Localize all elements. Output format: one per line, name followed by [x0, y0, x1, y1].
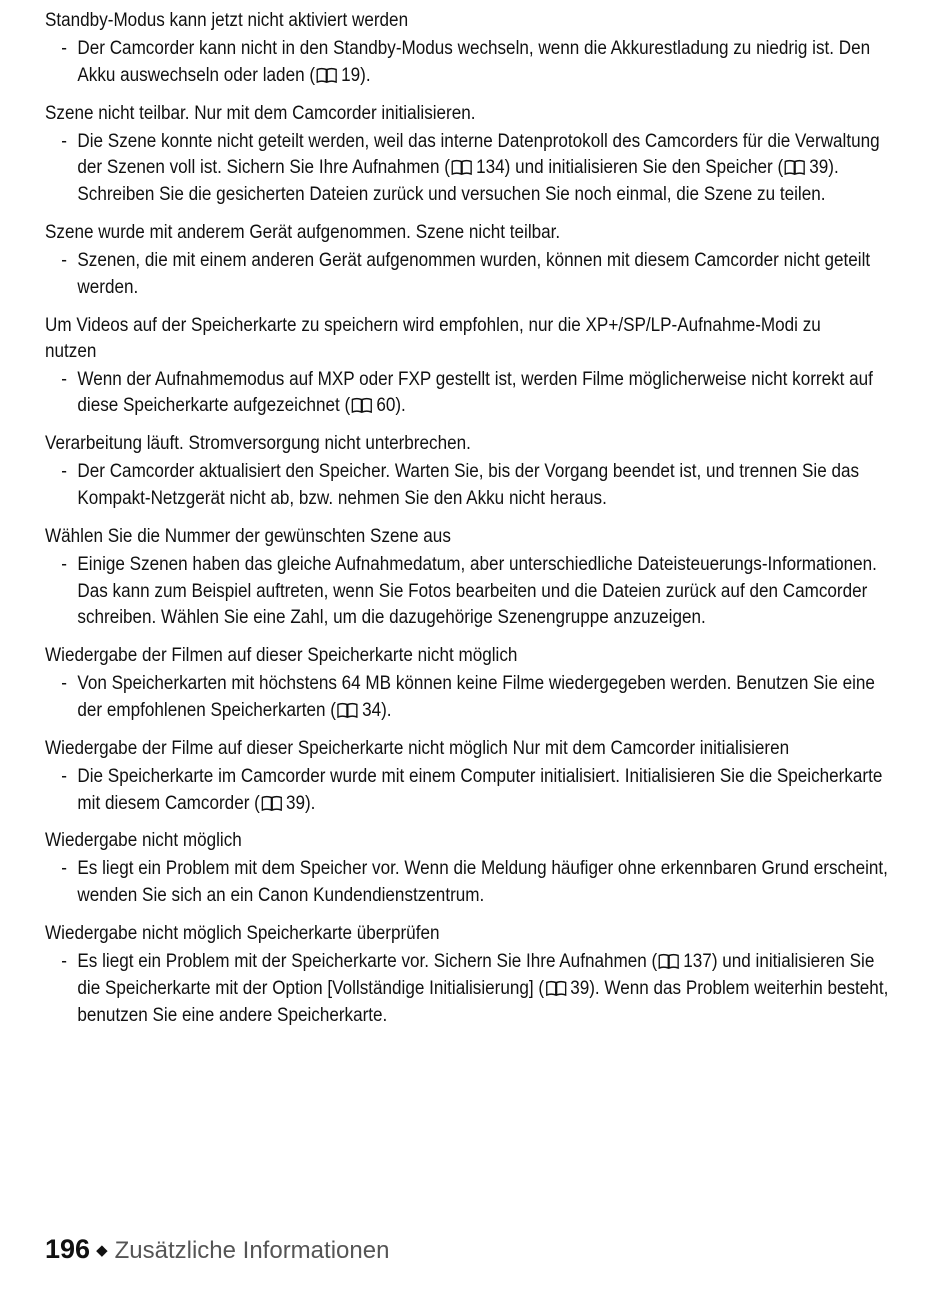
- description-text: ). Schreiben Sie die gesicherten Dateien zurück und versuchen Sie noch einmal, die Szene zu teilen.: [77, 157, 839, 206]
- book-icon: [658, 951, 680, 967]
- message-description: [45, 671, 897, 725]
- message-description: [45, 552, 897, 632]
- description-text: Es liegt ein Problem mit der Speicherkarte vor. Sichern Sie Ihre Aufnahmen (: [77, 950, 658, 972]
- book-icon: [316, 65, 338, 81]
- page-reference: 39: [809, 157, 829, 179]
- message-entry: [45, 431, 865, 513]
- page-reference: 134: [476, 157, 505, 179]
- message-list: [45, 8, 889, 1040]
- description-text: ).: [304, 792, 316, 814]
- description-text: Es liegt ein Problem mit dem Speicher vor. Wenn die Meldung häufiger ohne erkennbaren Grund erscheint, wenden Sie sich an ein Canon Kundendienstzentrum.: [77, 858, 888, 907]
- book-icon: [784, 157, 806, 173]
- page-reference: 34: [362, 699, 382, 721]
- message-entry: [45, 220, 871, 302]
- message-description: [45, 856, 897, 910]
- book-icon: [451, 157, 473, 173]
- list-dash: -: [61, 461, 67, 483]
- message-heading: Wiedergabe der Filmen auf dieser Speicherkarte nicht möglich: [45, 645, 518, 667]
- diamond-separator-icon: ◆: [96, 1242, 108, 1259]
- description-text: ) und initialisieren Sie den Speicher (: [504, 157, 784, 179]
- description-text: ).: [360, 64, 371, 86]
- book-icon: [261, 793, 283, 809]
- list-dash: -: [61, 38, 67, 59]
- section-title: Zusätzliche Informationen: [114, 1237, 390, 1264]
- list-dash: -: [61, 950, 67, 972]
- description-text: Einige Szenen haben das gleiche Aufnahmedatum, aber unterschiedliche Dateisteuerungs-Informationen. Das kann zum Beispiel auftreten, wenn Sie Fotos bearbeiten und die Dateien zurück auf den Camcorder schreiben. Wählen Sie eine Zahl, um die dazugehörige Szenengruppe anzuzeigen.: [77, 553, 877, 629]
- book-icon: [545, 978, 567, 994]
- page-number: 196: [45, 1234, 91, 1264]
- description-text: ) und initialisieren Sie die Speicherkarte mit der Option [Vollständige Initialisierung] (: [77, 950, 875, 999]
- message-heading: Wiedergabe der Filme auf dieser Speicherkarte nicht möglich Nur mit dem Camcorder initialisieren: [45, 737, 790, 759]
- description-text: Der Camcorder kann nicht in den Standby-Modus wechseln, wenn die Akkurestladung zu niedrig ist. Den Akku auswechseln oder laden (: [77, 38, 871, 86]
- description-text: Der Camcorder aktualisiert den Speicher. Warten Sie, bis der Vorgang beendet ist, und trennen Sie das Kompakt-Netzgerät nicht ab, bzw. nehmen Sie den Akku nicht heraus.: [77, 461, 860, 509]
- message-entry: [45, 643, 875, 725]
- book-icon: [337, 700, 359, 716]
- book-icon: [351, 395, 373, 411]
- message-heading: Wiedergabe nicht möglich: [45, 830, 242, 852]
- message-heading: Wiedergabe nicht möglich Speicherkarte überprüfen: [45, 922, 440, 944]
- message-entry: [45, 8, 871, 90]
- description-text: Szenen, die mit einem anderen Gerät aufgenommen wurden, können mit diesem Camcorder nicht geteilt werden.: [77, 249, 871, 298]
- message-heading: Um Videos auf der Speicherkarte zu speichern wird empfohlen, nur die XP+/SP/LP-Aufnahme-Modi zu nutzen: [45, 314, 821, 362]
- page-footer: [45, 1232, 389, 1268]
- list-dash: -: [61, 249, 67, 271]
- page-reference: 19: [341, 64, 361, 86]
- message-description: [45, 764, 897, 818]
- message-entry: [45, 524, 877, 632]
- page-reference: 137: [683, 950, 712, 972]
- description-text: Von Speicherkarten mit höchstens 64 MB können keine Filme wiedergegeben werden. Benutzen Sie eine der empfohlenen Speicherkarten (: [77, 673, 875, 721]
- message-entry: [45, 736, 883, 818]
- list-dash: -: [61, 553, 67, 575]
- description-text: ).: [395, 395, 406, 417]
- list-dash: -: [61, 765, 67, 787]
- message-description: [45, 949, 897, 1029]
- message-entry: [45, 921, 889, 1029]
- message-entry: [45, 828, 888, 910]
- page-reference: 39: [285, 792, 305, 814]
- description-text: Die Szene konnte nicht geteilt werden, weil das interne Datenprotokoll des Camcorders für die Verwaltung der Szenen voll ist. Sichern Sie Ihre Aufnahmen (: [77, 130, 880, 179]
- message-heading: Szene wurde mit anderem Gerät aufgenommen. Szene nicht teilbar.: [45, 221, 561, 243]
- list-dash: -: [61, 368, 67, 390]
- message-description: [45, 248, 897, 302]
- list-dash: -: [61, 858, 67, 880]
- message-description: [45, 36, 897, 90]
- message-description: [45, 367, 897, 421]
- description-text: Wenn der Aufnahmemodus auf MXP oder FXP gestellt ist, werden Filme möglicherweise nicht korrekt auf diese Speicherkarte aufgezeichnet (: [77, 368, 873, 417]
- message-entry: [45, 313, 873, 421]
- message-heading: Wählen Sie die Nummer der gewünschten Szene aus: [45, 525, 451, 547]
- message-entry: [45, 101, 880, 209]
- page-reference: 39: [570, 977, 590, 999]
- page-reference: 60: [376, 395, 396, 417]
- message-heading: Standby-Modus kann jetzt nicht aktiviert werden: [45, 10, 409, 31]
- description-text: ).: [381, 699, 392, 721]
- message-heading: Verarbeitung läuft. Stromversorgung nicht unterbrechen.: [45, 433, 471, 455]
- message-description: [45, 129, 897, 209]
- description-text: ). Wenn das Problem weiterhin besteht, benutzen Sie eine andere Speicherkarte.: [77, 977, 889, 1026]
- message-heading: Szene nicht teilbar. Nur mit dem Camcorder initialisieren.: [45, 102, 476, 124]
- list-dash: -: [61, 130, 67, 152]
- description-text: Die Speicherkarte im Camcorder wurde mit einem Computer initialisiert. Initialisieren Sie die Speicherkarte mit diesem Camcorder (: [77, 765, 883, 814]
- message-description: [45, 459, 897, 513]
- list-dash: -: [61, 673, 67, 695]
